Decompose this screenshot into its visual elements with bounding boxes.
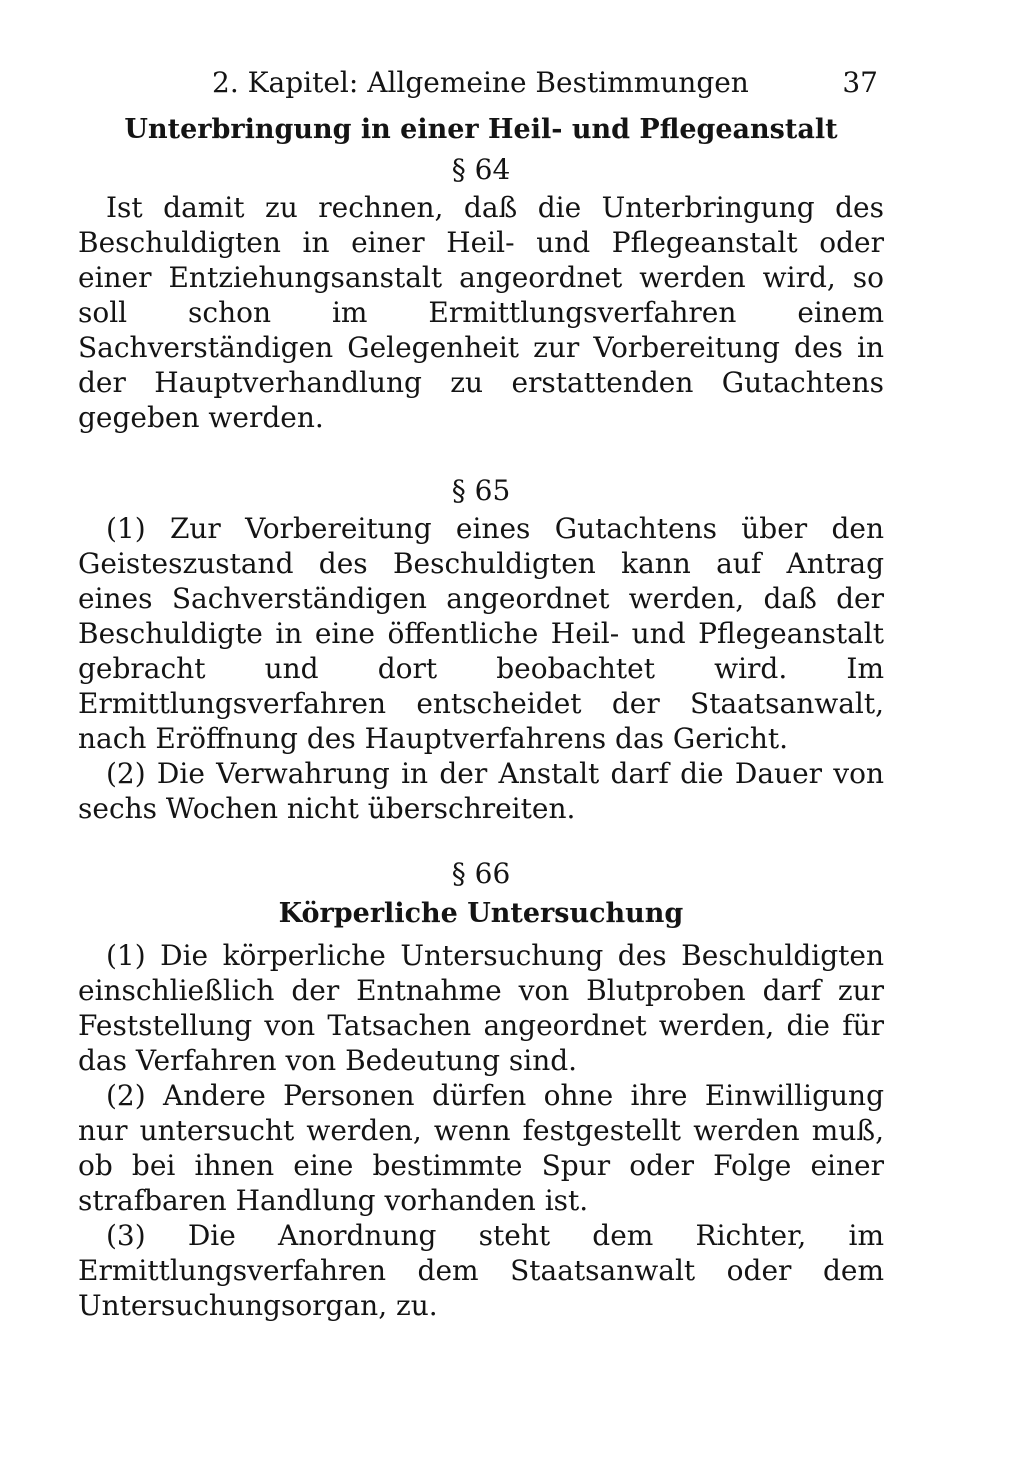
running-head-title: 2. Kapitel: Allgemeine Bestimmungen (212, 66, 749, 99)
section-64-heading: Unterbringung in einer Heil- und Pflegeanstalt (124, 114, 838, 145)
section-65-paragraph-1: (1) Zur Vorbereitung eines Gutachtens über den Geisteszustand des Beschuldigten kann auf Antrag eines Sachverständigen angeordnet werden, daß der Beschuldigte in eine öffentliche Heil- und Pflegeanstalt gebracht und dort beobachtet wird. Im Ermittlungsverfahren entscheidet der Staatsanwalt, nach Eröffnung des Hauptverfahrens das Gericht. (78, 512, 884, 755)
page-number: 37 (842, 66, 878, 99)
running-head (78, 66, 884, 106)
section-66-mark: § 66 (451, 857, 511, 890)
section-66-heading: Körperliche Untersuchung (278, 898, 684, 929)
section-66-paragraph-1: (1) Die körperliche Untersuchung des Beschuldigten einschließlich der Entnahme von Blutproben darf zur Feststellung von Tatsachen angeordnet werden, die für das Verfahren von Bedeutung sind. (78, 939, 884, 1077)
section-64-mark: § 64 (451, 153, 511, 186)
section-66-paragraph-2: (2) Andere Personen dürfen ohne ihre Einwilligung nur untersucht werden, wenn festgestellt werden muß, ob bei ihnen eine bestimmte Spur oder Folge einer strafbaren Handlung vorhanden ist. (78, 1079, 884, 1217)
section-66-paragraph-3: (3) Die Anordnung steht dem Richter, im Ermittlungsverfahren dem Staatsanwalt oder dem Untersuchungsorgan, zu. (78, 1219, 884, 1322)
section-65-paragraph-2: (2) Die Verwahrung in der Anstalt darf die Dauer von sechs Wochen nicht überschreiten. (78, 757, 884, 825)
document-page (78, 66, 884, 1323)
section-65-mark: § 65 (451, 474, 511, 507)
section-64-paragraph: Ist damit zu rechnen, daß die Unterbringung des Beschuldigten in einer Heil- und Pflegeanstalt oder einer Entziehungsanstalt angeordnet werden wird, so soll schon im Ermittlungsverfahren einem Sachverständigen Gelegenheit zur Vorbereitung des in der Hauptverhandlung zu erstattenden Gutachtens gegeben werden. (78, 191, 884, 434)
